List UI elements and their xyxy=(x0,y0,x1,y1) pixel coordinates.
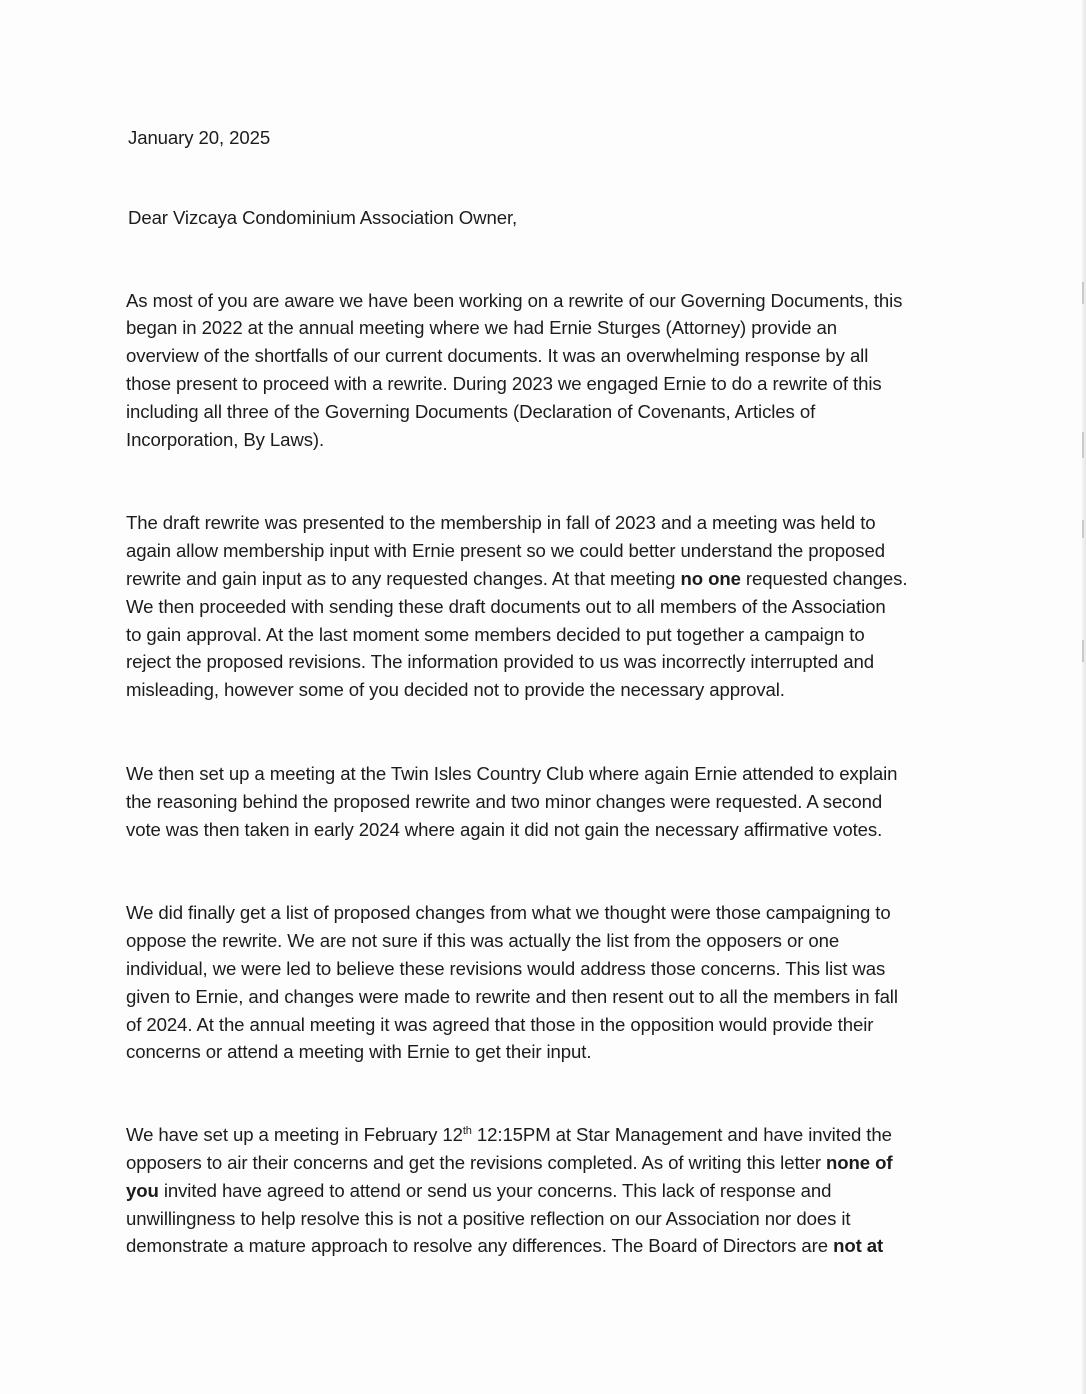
ordinal-suffix: th xyxy=(462,1125,472,1138)
paragraph-line: We then proceeded with sending these draft documents out to all members of the Association xyxy=(126,595,886,617)
paragraph-2 xyxy=(124,509,964,704)
paragraph-3 xyxy=(124,760,964,843)
paragraph-line: rewrite and gain input as to any requested changes. At that meeting no one requested changes. xyxy=(126,567,908,589)
emphasis-text: none of xyxy=(826,1151,893,1173)
paragraph-line: given to Ernie, and changes were made to rewrite and then resent out to all the members in fall xyxy=(126,985,898,1007)
paragraph-line: We did finally get a list of proposed changes from what we thought were those campaigning to xyxy=(126,902,891,924)
paragraph-line: began in 2022 at the annual meeting where we had Ernie Sturges (Attorney) provide an xyxy=(126,317,838,339)
paragraph-line: opposers to air their concerns and get the revisions completed. As of writing this letter none of xyxy=(126,1151,893,1173)
paragraph-1 xyxy=(124,287,964,454)
paragraph-line: We have set up a meeting in February 12th 12:15PM at Star Management and have invited the xyxy=(126,1124,892,1146)
paragraph-line: you invited have agreed to attend or send us your concerns. This lack of response and xyxy=(126,1179,832,1201)
paragraph-line: oppose the rewrite. We are not sure if this was actually the list from the opposers or one xyxy=(126,930,840,952)
paragraph-line: reject the proposed revisions. The information provided to us was incorrectly interrupted and xyxy=(126,651,874,673)
paragraph-line: again allow membership input with Ernie present so we could better understand the proposed xyxy=(126,540,885,562)
paragraph-line: of 2024. At the annual meeting it was agreed that those in the opposition would provide their xyxy=(126,1013,874,1035)
paragraph-5 xyxy=(124,1121,964,1260)
paragraph-line: those present to proceed with a rewrite. During 2023 we engaged Ernie to do a rewrite of this xyxy=(126,372,882,394)
paragraph-line: to gain approval. At the last moment some members decided to put together a campaign to xyxy=(126,623,865,645)
paragraph-line: vote was then taken in early 2024 where again it did not gain the necessary affirmative votes. xyxy=(126,818,883,840)
letter-date: January 20, 2025 xyxy=(128,127,271,148)
paragraph-line: The draft rewrite was presented to the membership in fall of 2023 and a meeting was held to xyxy=(126,512,876,534)
paragraph-line: overview of the shortfalls of our current documents. It was an overwhelming response by all xyxy=(126,345,869,367)
paragraph-line: the reasoning behind the proposed rewrite and two minor changes were requested. A second xyxy=(126,790,883,812)
paragraph-line: misleading, however some of you decided not to provide the necessary approval. xyxy=(126,679,785,701)
scan-mark xyxy=(1082,282,1084,304)
scan-mark xyxy=(1082,432,1084,458)
paragraph-4 xyxy=(124,899,964,1066)
letter-body xyxy=(124,124,964,1260)
letter-salutation: Dear Vizcaya Condominium Association Owner, xyxy=(128,206,518,228)
paragraph-line: including all three of the Governing Documents (Declaration of Covenants, Articles of xyxy=(126,400,816,422)
scan-mark xyxy=(1082,520,1084,538)
paragraph-line: concerns or attend a meeting with Ernie to get their input. xyxy=(126,1041,592,1063)
paragraph-line: demonstrate a mature approach to resolve any differences. The Board of Directors are not at xyxy=(126,1235,884,1257)
scan-edge xyxy=(1082,0,1086,1394)
emphasis-text: you xyxy=(126,1179,159,1201)
paragraph-line: As most of you are aware we have been working on a rewrite of our Governing Documents, this xyxy=(126,289,903,311)
emphasis-text: no one xyxy=(680,567,741,589)
paragraph-line: We then set up a meeting at the Twin Isles Country Club where again Ernie attended to explain xyxy=(126,762,898,784)
paragraph-line: individual, we were led to believe these revisions would address those concerns. This list was xyxy=(126,957,886,979)
emphasis-text: not at xyxy=(833,1235,884,1257)
scan-mark xyxy=(1082,640,1084,662)
paragraph-line: unwillingness to help resolve this is not a positive reflection on our Association nor does it xyxy=(126,1207,851,1229)
paragraph-line: Incorporation, By Laws). xyxy=(126,428,325,450)
